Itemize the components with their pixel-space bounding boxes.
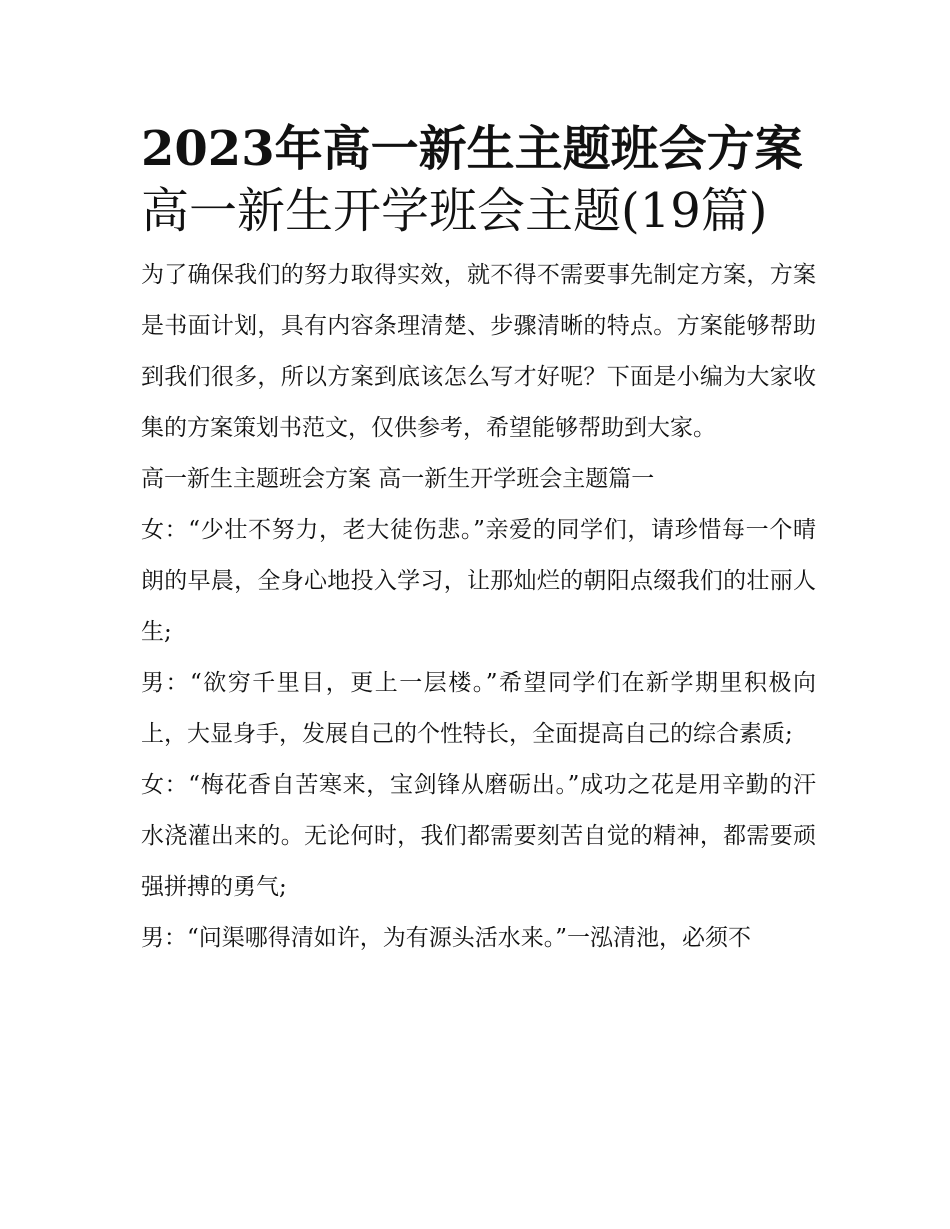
dialogue-paragraph: 女：“梅花香自苦寒来，宝剑锋从磨砺出。”成功之花是用辛勤的汗水浇灌出来的。无论何时，我们都需要刻苦自觉的精神，都需要顽强拼搏的勇气; (141, 772, 816, 900)
document-title (141, 118, 816, 242)
document-body (141, 250, 816, 964)
dialogue-paragraph: 男：“问渠哪得清如许，为有源头活水来。”一泓清池，必须不 (141, 925, 752, 951)
dialogue-paragraph: 男：“欲穷千里目，更上一层楼。”希望同学们在新学期里积极向上，大显身手，发展自己的个性特长，全面提高自己的综合素质; (141, 670, 816, 747)
intro-paragraph: 为了确保我们的努力取得实效，就不得不需要事先制定方案，方案是书面计划，具有内容条理清楚、步骤清晰的特点。方案能够帮助到我们很多，所以方案到底该怎么写才好呢？下面是小编为大家收集的方案策划书范文，仅供参考，希望能够帮助到大家。 (141, 262, 816, 441)
title-line-2: 高一新生开学班会主题(19篇) (141, 183, 768, 239)
document-content (141, 118, 816, 964)
dialogue-paragraph: 女：“少壮不努力，老大徒伤悲。”亲爱的同学们，请珍惜每一个晴朗的早晨，全身心地投入学习，让那灿烂的朝阳点缀我们的壮丽人生; (141, 517, 816, 645)
section-heading: 高一新生主题班会方案 高一新生开学班会主题篇一 (141, 466, 655, 492)
title-line-1: 2023年高一新生主题班会方案 (141, 121, 803, 177)
